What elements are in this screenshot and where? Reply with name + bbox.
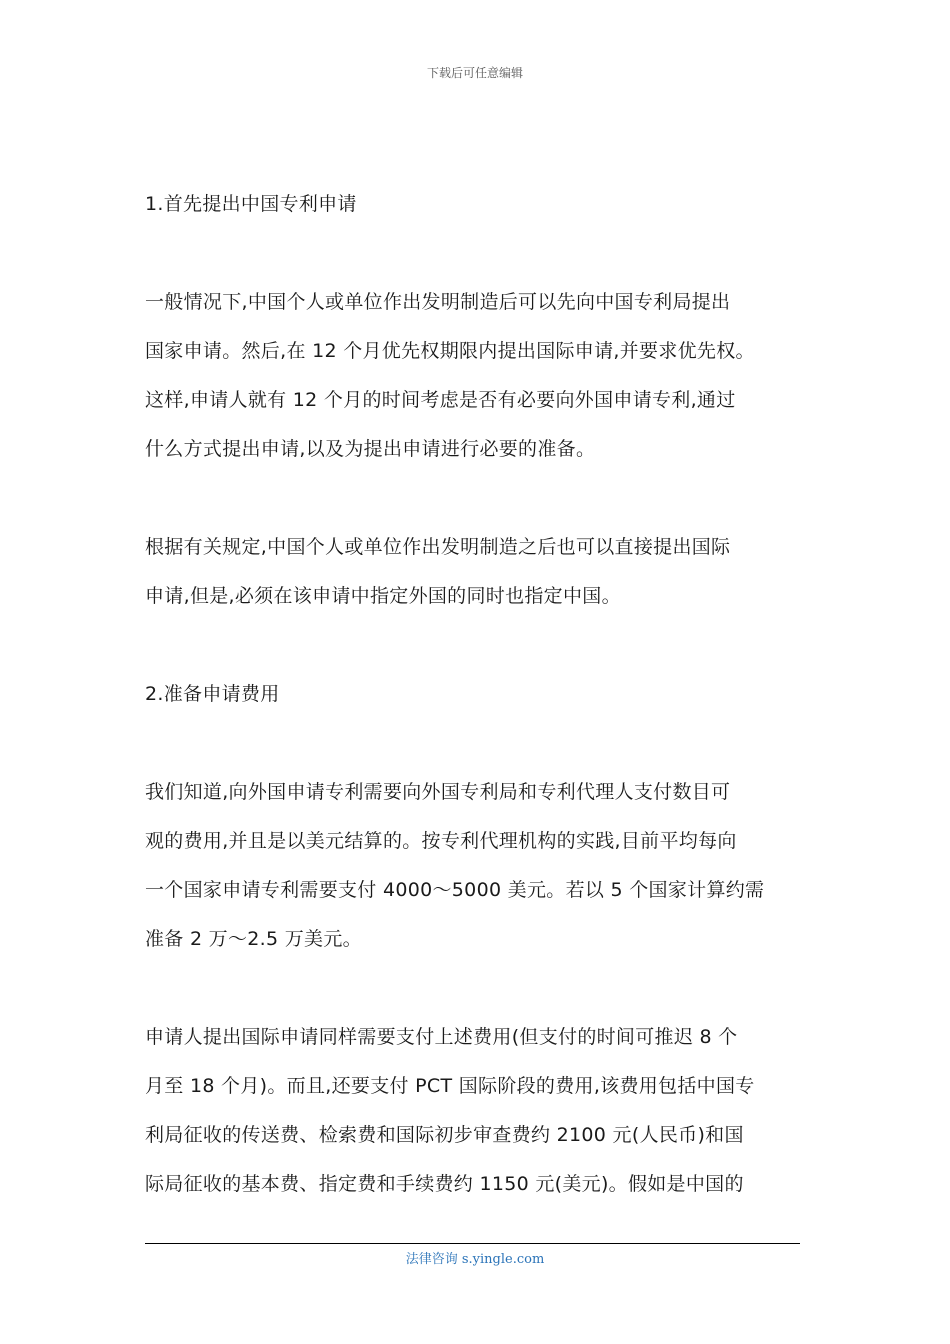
paragraph-line: 这样,申请人就有 12 个月的时间考虑是否有必要向外国申请专利,通过: [145, 389, 736, 411]
footer-site: s.yingle.com: [461, 1252, 545, 1267]
footer-rule: [145, 1243, 800, 1244]
paragraph-gap: [145, 621, 815, 670]
paragraph-gap: [145, 229, 815, 278]
page-footer: [0, 1248, 950, 1267]
paragraph-line: 申请,但是,必须在该申请中指定外国的同时也指定中国。: [145, 585, 621, 607]
paragraph-line: 月至 18 个月)。而且,还要支付 PCT 国际阶段的费用,该费用包括中国专: [145, 1075, 755, 1097]
paragraph-line: 什么方式提出申请,以及为提出申请进行必要的准备。: [145, 438, 596, 460]
paragraph-line: 际局征收的基本费、指定费和手续费约 1150 元(美元)。假如是中国的: [145, 1173, 744, 1195]
paragraph-gap: [145, 964, 815, 1013]
header-note: 下载后可任意编辑: [426, 66, 523, 80]
page-header: [0, 64, 950, 81]
paragraph-line: 我们知道,向外国申请专利需要向外国专利局和专利代理人支付数目可: [145, 781, 731, 803]
paragraph: [145, 278, 815, 474]
paragraph-line: 一个国家申请专利需要支付 4000～5000 美元。若以 5 个国家计算约需: [145, 879, 765, 901]
paragraph-line: 根据有关规定,中国个人或单位作出发明制造之后也可以直接提出国际: [145, 536, 731, 558]
paragraph-line: 观的费用,并且是以美元结算的。按专利代理机构的实践,目前平均每向: [145, 830, 737, 852]
paragraph: [145, 1013, 815, 1209]
paragraph: [145, 768, 815, 964]
footer-link[interactable]: [406, 1252, 545, 1267]
paragraph-line: 利局征收的传送费、检索费和国际初步审查费约 2100 元(人民币)和国: [145, 1124, 744, 1146]
document-body: [145, 180, 815, 1209]
paragraph-line: 申请人提出国际申请同样需要支付上述费用(但支付的时间可推迟 8 个: [145, 1026, 738, 1048]
paragraph-line: 国家申请。然后,在 12 个月优先权期限内提出国际申请,并要求优先权。: [145, 340, 755, 362]
paragraph: [145, 523, 815, 621]
paragraph-gap: [145, 719, 815, 768]
section-heading: 1.首先提出中国专利申请: [145, 193, 357, 215]
paragraph-line: 一般情况下,中国个人或单位作出发明制造后可以先向中国专利局提出: [145, 291, 731, 313]
paragraph-line: 准备 2 万～2.5 万美元。: [145, 928, 362, 950]
footer-label: 法律咨询: [405, 1252, 458, 1267]
paragraph-gap: [145, 474, 815, 523]
section-heading: 2.准备申请费用: [145, 683, 280, 705]
